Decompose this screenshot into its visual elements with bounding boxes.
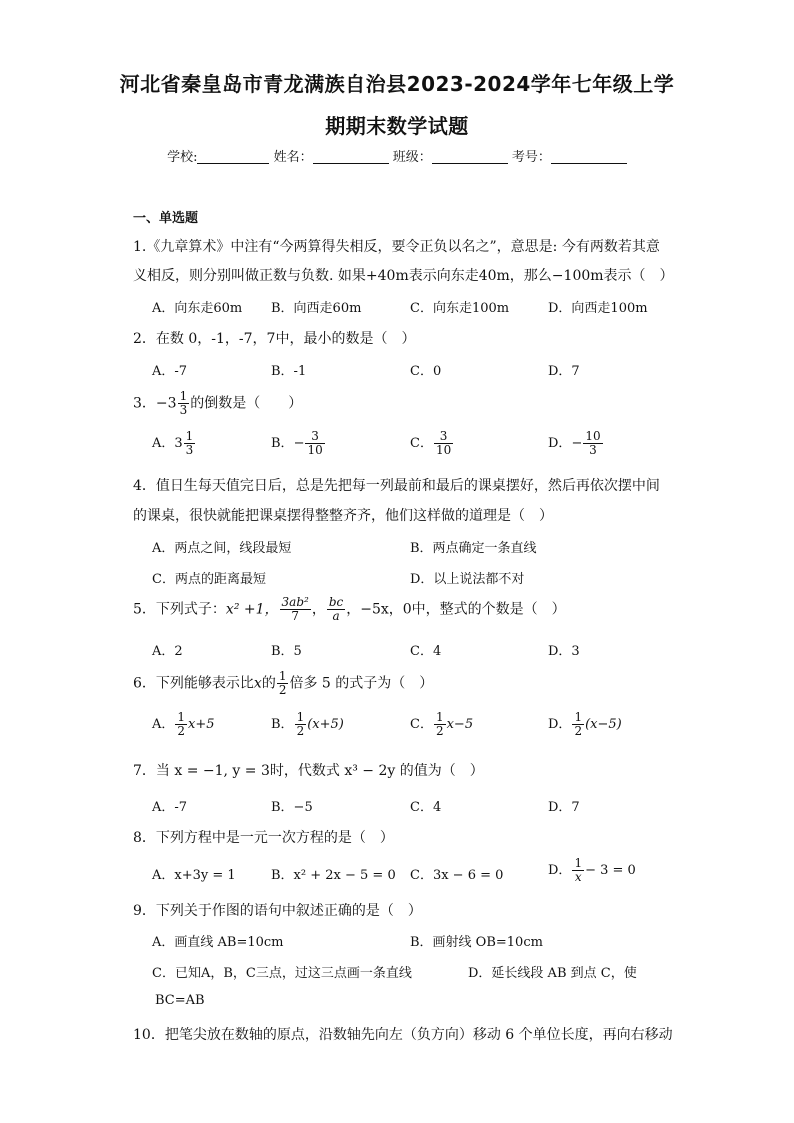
q5-fraction-1: $\frac{\text{3ab²}}{7}$	[281, 595, 309, 623]
q5-option-a: A．2	[152, 644, 183, 659]
q5-option-c: C．4	[410, 644, 442, 659]
q1-option-b: B．向西走60m	[271, 301, 362, 316]
q5-option-d: D．3	[548, 644, 580, 659]
q5-option-b: B．5	[271, 644, 302, 659]
q4-option-d: D．以上说法都不对	[410, 572, 525, 587]
q6-option-b: B． $\frac{1}{2}$ (x+5)	[271, 710, 344, 738]
q3-option-a: A．3 $\frac{1}{3}$	[152, 429, 194, 457]
number-label: 考号：	[511, 150, 551, 165]
q4-line-2: 的课桌，很快就能把课桌摆得整整齐齐，他们这样做的道理是（ ）	[133, 508, 553, 524]
q1-option-a: A．向东走60m	[152, 301, 243, 316]
q9-option-a: A．画直线 AB=10cm	[152, 935, 284, 950]
q5-stem: 5．下列式子：x² +1， $\frac{\text{3ab²}}{7}$ ， $\frac{bc}{a}$ ，−5x，0中，整式的个数是（ ）	[133, 595, 566, 623]
q1-line-2: 义相反，则分别叫做正数与负数. 如果+40m表示向东走40m，那么−100m表示（ ）	[133, 268, 674, 284]
number-blank	[551, 149, 627, 164]
title-line-2: 期期末数学试题	[325, 114, 469, 138]
q8-option-b: B．x² + 2x − 5 = 0	[271, 868, 396, 883]
q3-option-c: C． $\frac{3}{10}$	[410, 429, 452, 457]
q1-option-c: C．向东走100m	[410, 301, 510, 316]
q8-option-d: D． $\frac{1}{x}$ − 3 = 0	[548, 856, 636, 884]
q2-option-b: B．-1	[271, 364, 307, 379]
q9-option-d: D．延长线段 AB 到点 C，使	[468, 966, 637, 981]
q9-option-c: C．已知A，B，C三点，过这三点画一条直线	[152, 966, 412, 981]
q2-stem: 2．在数 0，-1，-7，7中，最小的数是（ ）	[133, 331, 416, 347]
q9-stem: 9．下列关于作图的语句中叙述正确的是（ ）	[133, 903, 422, 919]
q2-option-d: D．7	[548, 364, 580, 379]
q6-stem: 6．下列能够表示比x的 $\frac{1}{2}$ 倍多 5 的式子为（ ）	[133, 669, 434, 697]
q10-line-1: 10．把笔尖放在数轴的原点，沿数轴先向左（负方向）移动 6 个单位长度，再向右移动	[133, 1027, 673, 1043]
q7-option-c: C．4	[410, 800, 442, 815]
title-line-1: 河北省秦皇岛市青龙满族自治县2023-2024学年七年级上学	[119, 72, 675, 96]
q4-option-b: B．两点确定一条直线	[410, 541, 537, 556]
school-blank	[197, 149, 269, 164]
class-label: 班级：	[392, 150, 432, 165]
q9-option-b: B．画射线 OB=10cm	[410, 935, 543, 950]
student-info-row	[0, 146, 794, 165]
q6-option-d: D． $\frac{1}{2}$ (x−5)	[548, 710, 622, 738]
q1-option-d: D．向西走100m	[548, 301, 648, 316]
q6-option-c: C． $\frac{1}{2}$ x−5	[410, 710, 474, 738]
q7-option-d: D．7	[548, 800, 580, 815]
q1-line-1: 1.《九章算术》中注有“今两算得失相反，要令正负以名之”，意思是: 今有两数若其意	[133, 239, 660, 255]
q4-line-1: 4．值日生每天值完日后，总是先把每一列最前和最后的课桌摆好，然后再依次摆中间	[133, 478, 660, 494]
q7-option-a: A．-7	[152, 800, 188, 815]
q7-stem: 7．当 x = −1, y = 3时，代数式 x³ − 2y 的值为（ ）	[133, 763, 484, 779]
q3-option-d: D．− $\frac{10}{3}$	[548, 429, 601, 457]
q8-option-a: A．x+3y = 1	[152, 868, 236, 883]
q5-fraction-2: $\frac{bc}{a}$	[328, 595, 344, 623]
q9-option-d-cont: BC=AB	[155, 993, 205, 1008]
school-label: 学校:	[167, 150, 198, 165]
q7-option-b: B．−5	[271, 800, 313, 815]
section-heading: 一、单选题	[133, 211, 199, 226]
q3-fraction: $\frac{1}{3}$	[179, 389, 188, 417]
q8-stem: 8．下列方程中是一元一次方程的是（ ）	[133, 830, 394, 846]
name-label: 姓名：	[273, 150, 313, 165]
name-blank	[313, 149, 389, 164]
q4-option-a: A．两点之间，线段最短	[152, 541, 292, 556]
q2-option-c: C．0	[410, 364, 442, 379]
q8-option-c: C．3x − 6 = 0	[410, 868, 504, 883]
q3-option-b: B．− $\frac{3}{10}$	[271, 429, 323, 457]
q6-option-a: A． $\frac{1}{2}$ x+5	[152, 710, 215, 738]
q2-option-a: A．-7	[152, 364, 188, 379]
q4-option-c: C．两点的距离最短	[152, 572, 266, 587]
q3-stem: 3．−3 $\frac{1}{3}$ 的倒数是（ ）	[133, 389, 303, 417]
class-blank	[432, 149, 508, 164]
